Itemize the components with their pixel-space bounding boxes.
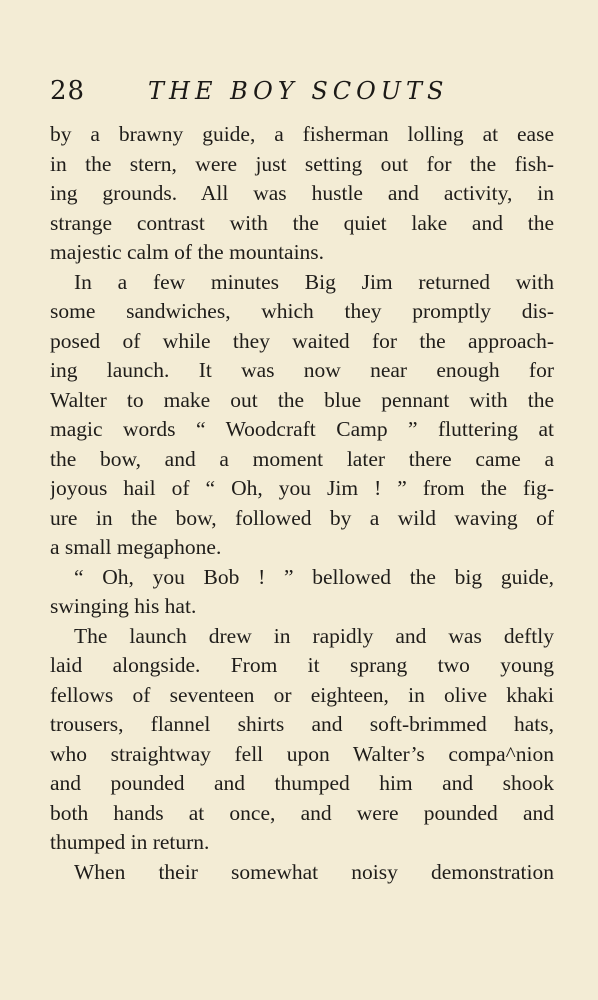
text-line: The launch drew in rapidly and was deftly: [74, 623, 554, 648]
body-text: [50, 120, 554, 887]
text-line: In a few minutes Big Jim returned with: [74, 269, 554, 294]
text-line: When their somewhat noisy demonstration: [74, 859, 554, 884]
text-line: strange contrast with the quiet lake and the: [50, 210, 554, 235]
text-line: majestic calm of the mountains.: [50, 240, 325, 264]
running-title: THE BOY SCOUTS: [148, 77, 449, 105]
text-line: by a brawny guide, a fisherman lolling at ease: [50, 122, 554, 146]
text-line: in the stern, were just setting out for the fish-: [50, 151, 554, 176]
text-line: posed of while they waited for the approach-: [50, 328, 554, 353]
text-line: joyous hail of “ Oh, you Jim ! ” from the fig-: [50, 476, 554, 500]
text-line: some sandwiches, which they promptly dis-: [50, 299, 554, 323]
page-number: 28: [50, 76, 86, 106]
running-head: [50, 72, 550, 108]
text-line: magic words “ Woodcraft Camp ” fluttering at: [50, 417, 554, 441]
text-line: thumped in return.: [50, 830, 210, 854]
text-line: both hands at once, and were pounded and: [50, 800, 554, 825]
text-line: the bow, and a moment later there came a: [50, 446, 554, 471]
text-line: who straightway fell upon Walter’s compa^nion: [50, 741, 554, 766]
text-line: ing grounds. All was hustle and activity, in: [50, 181, 554, 205]
text-line: laid alongside. From it sprang two young: [50, 653, 554, 677]
text-line: ure in the bow, followed by a wild waving of: [50, 505, 554, 530]
text-line: a small megaphone.: [50, 535, 222, 559]
text-line: swinging his hat.: [50, 594, 197, 618]
text-line: “ Oh, you Bob ! ” bellowed the big guide,: [74, 564, 554, 589]
text-line: and pounded and thumped him and shook: [50, 771, 554, 795]
text-line: Walter to make out the blue pennant with the: [50, 387, 554, 412]
text-line: trousers, flannel shirts and soft-brimmed hats,: [50, 712, 554, 736]
text-line: fellows of seventeen or eighteen, in olive khaki: [50, 682, 554, 707]
text-line: ing launch. It was now near enough for: [50, 358, 554, 382]
